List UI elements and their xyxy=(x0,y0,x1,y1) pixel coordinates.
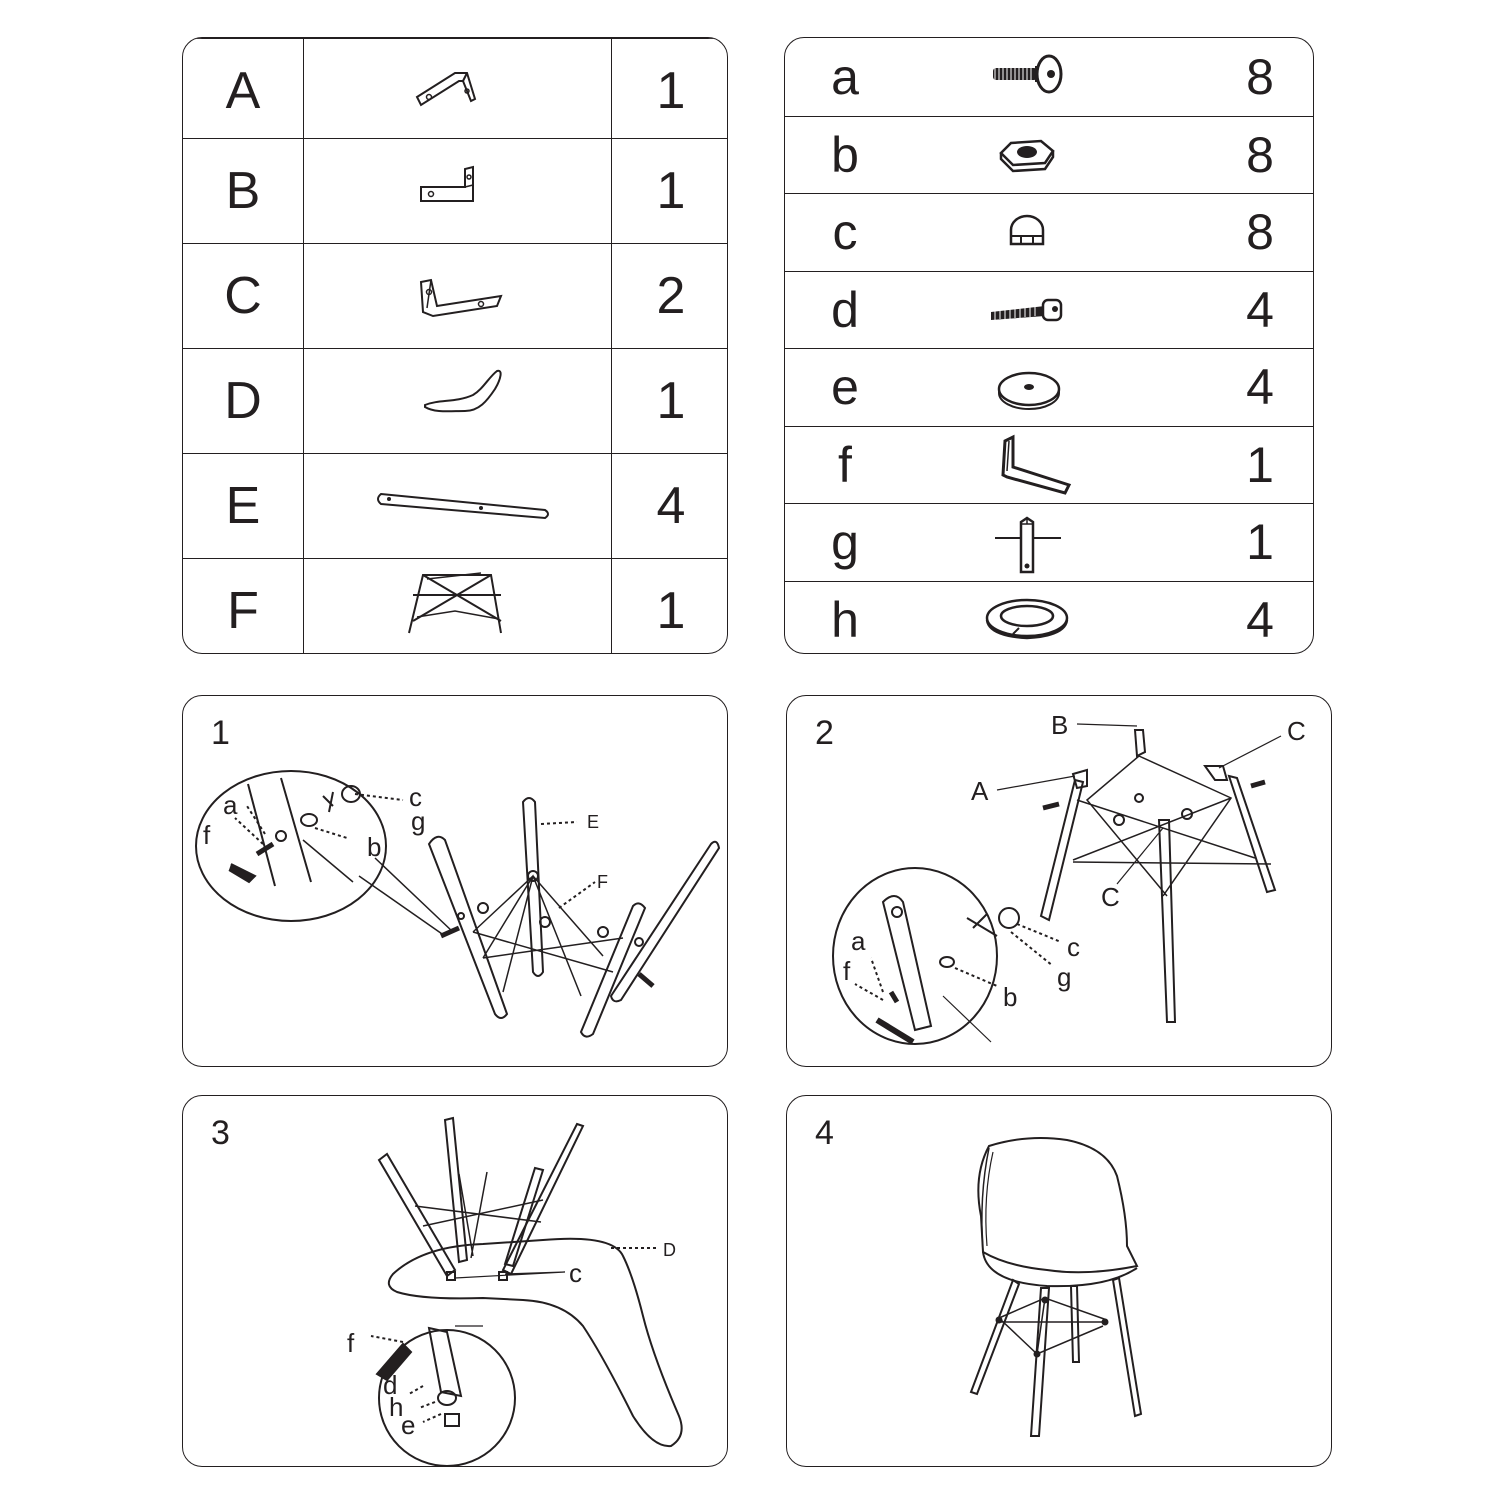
hardware-row-e xyxy=(785,348,1313,426)
hex-nut-icon xyxy=(965,117,1095,194)
step-number: 4 xyxy=(815,1114,834,1152)
label-B: B xyxy=(1051,710,1069,740)
label-f: f xyxy=(347,1328,355,1358)
part-letter: B xyxy=(225,162,261,220)
label-C-lower: C xyxy=(1101,882,1120,912)
hardware-letter: g xyxy=(831,514,859,571)
step-1-panel xyxy=(182,695,728,1067)
label-c: c xyxy=(569,1258,582,1288)
hardware-qty: 8 xyxy=(1246,126,1274,183)
label-c: c xyxy=(1067,932,1080,962)
metal-frame-icon xyxy=(305,559,611,654)
cap-nut-icon xyxy=(965,194,1095,271)
part-qty: 2 xyxy=(656,267,686,325)
seat-shell-icon xyxy=(305,349,611,454)
step-3-diagram xyxy=(183,1096,728,1467)
part-letter: A xyxy=(225,62,261,120)
part-qty: 1 xyxy=(656,62,686,120)
assembled-chair-illustration xyxy=(787,1096,1332,1467)
part-row-e xyxy=(183,453,727,558)
hardware-letter: f xyxy=(838,436,852,493)
hardware-qty: 8 xyxy=(1246,48,1274,105)
label-a: a xyxy=(223,790,238,820)
hardware-letter: e xyxy=(831,359,859,416)
part-row-b xyxy=(183,138,727,243)
label-b: b xyxy=(367,832,382,862)
label-g: g xyxy=(1057,962,1072,992)
allen-key-icon xyxy=(965,427,1095,504)
label-d: d xyxy=(383,1370,398,1400)
bracket-b-icon xyxy=(305,139,611,244)
hardware-qty: 8 xyxy=(1246,204,1274,261)
step-1-diagram xyxy=(183,696,728,1067)
screw-icon xyxy=(965,38,1095,115)
hardware-letter: b xyxy=(831,126,859,183)
part-letter: D xyxy=(224,372,262,430)
wrench-icon xyxy=(965,504,1095,581)
hardware-row-d xyxy=(785,271,1313,349)
part-letter: E xyxy=(225,477,261,535)
label-A: A xyxy=(971,776,989,806)
hardware-qty: 4 xyxy=(1246,281,1274,338)
step-number: 1 xyxy=(211,714,230,752)
hardware-qty: 1 xyxy=(1246,514,1274,571)
hardware-row-f xyxy=(785,426,1313,504)
hardware-row-h xyxy=(785,581,1313,655)
part-qty: 1 xyxy=(656,372,686,430)
label-D: D xyxy=(663,1240,676,1260)
label-f: f xyxy=(203,820,211,850)
hardware-letter: a xyxy=(831,48,859,105)
hardware-letter: d xyxy=(831,281,859,338)
hardware-table xyxy=(784,37,1314,654)
hardware-qty: 4 xyxy=(1246,359,1274,416)
part-row-c xyxy=(183,243,727,348)
part-row-a xyxy=(183,38,727,143)
part-row-f xyxy=(183,558,727,654)
hardware-row-g xyxy=(785,503,1313,581)
wooden-leg-icon xyxy=(305,454,611,559)
hardware-row-b xyxy=(785,116,1313,194)
label-g: g xyxy=(411,806,426,836)
bolt-icon xyxy=(965,272,1095,349)
label-C: C xyxy=(1287,716,1306,746)
step-2-diagram xyxy=(787,696,1332,1067)
step-number: 2 xyxy=(815,714,834,752)
part-qty: 4 xyxy=(656,477,686,535)
label-a: a xyxy=(851,926,866,956)
label-c: c xyxy=(409,782,422,812)
label-b: b xyxy=(1003,982,1018,1012)
step-4-panel xyxy=(786,1095,1332,1467)
hardware-row-c xyxy=(785,193,1313,271)
step-number: 3 xyxy=(211,1114,230,1152)
parts-table xyxy=(182,37,728,654)
label-f: f xyxy=(843,956,851,986)
step-2-panel xyxy=(786,695,1332,1067)
step-3-panel xyxy=(182,1095,728,1467)
part-letter: C xyxy=(224,267,262,325)
spring-washer-icon xyxy=(965,582,1095,655)
part-qty: 1 xyxy=(656,582,686,640)
label-h: h xyxy=(389,1392,404,1422)
bracket-a-icon xyxy=(305,39,611,144)
label-F: F xyxy=(597,872,608,892)
hardware-qty: 1 xyxy=(1246,436,1274,493)
part-row-d xyxy=(183,348,727,453)
label-e: e xyxy=(401,1410,416,1440)
hardware-qty: 4 xyxy=(1246,591,1274,648)
part-qty: 1 xyxy=(656,162,686,220)
washer-icon xyxy=(965,349,1095,426)
part-letter: F xyxy=(227,582,259,640)
label-E: E xyxy=(587,812,600,832)
hardware-row-a xyxy=(785,38,1313,116)
hardware-letter: h xyxy=(831,591,859,648)
bracket-c-icon xyxy=(305,244,611,349)
hardware-letter: c xyxy=(832,204,858,261)
